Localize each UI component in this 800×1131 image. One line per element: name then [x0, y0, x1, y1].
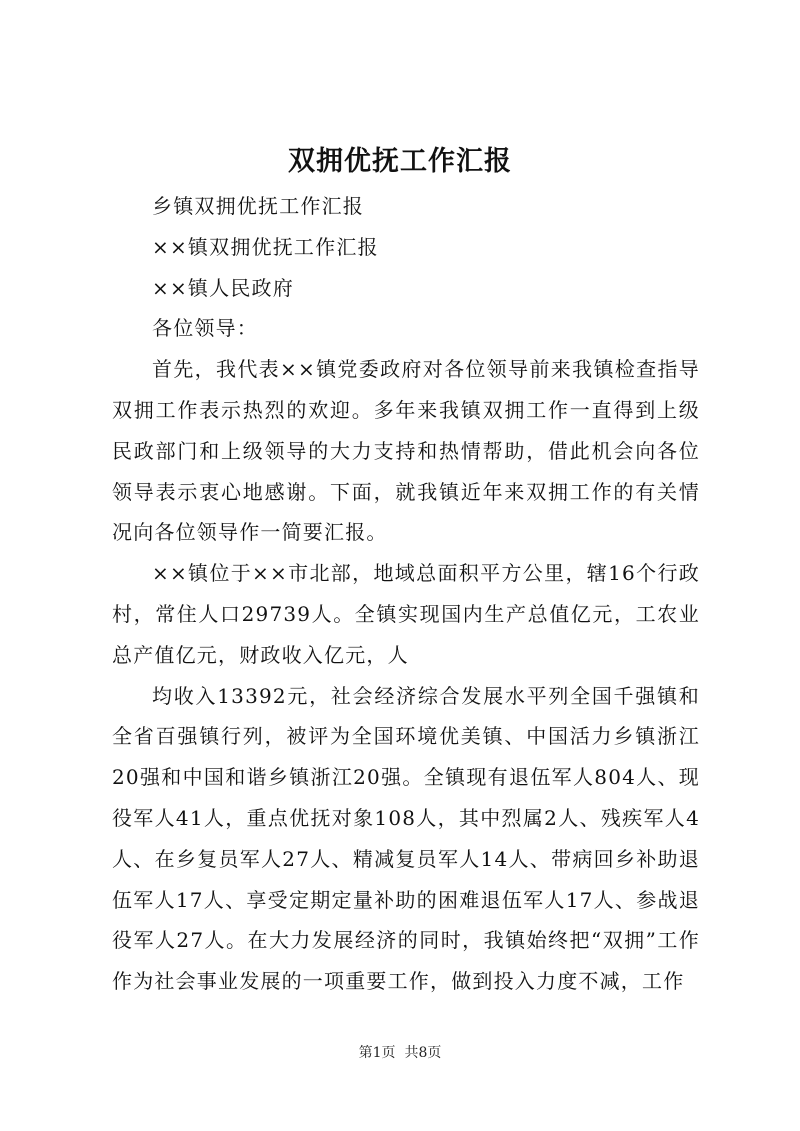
- page-footer: [0, 1043, 800, 1063]
- document-title: 双拥优抚工作汇报: [288, 146, 512, 177]
- page-total: 共8页: [404, 1045, 442, 1061]
- paragraph-salutation: 各位领导：: [152, 316, 258, 341]
- paragraph-heading: ××镇双拥优抚工作汇报: [152, 234, 379, 259]
- paragraph-statistics: 均收入13392元，社会经济综合发展水平列全国千强镇和全省百强镇行列，被评为全国环境优美镇、中国活力乡镇浙江20强和中国和谐乡镇浙江20强。全镇现有退伍军人804人、现役军人41人，重点优抚对象108人，其中烈属2人、残疾军人4人、在乡复员军人27人、精减复员军人14人、带病回乡补助退伍军人17人、享受定期定量补助的困难退伍军人17人、参战退役军人27人。在大力发展经济的同时，我镇始终把“双拥”工作作为社会事业发展的一项重要工作，做到投入力度不减，工作: [112, 683, 700, 994]
- paragraph-overview: ××镇位于××市北部，地域总面积平方公里，辖16个行政村，常住人口29739人。全镇实现国内生产总值亿元，工农业总产值亿元，财政收入亿元，人: [112, 561, 700, 667]
- paragraph-subtitle: 乡镇双拥优抚工作汇报: [152, 194, 364, 218]
- page-number: 第1页: [358, 1045, 396, 1061]
- paragraph-intro: 首先，我代表××镇党委政府对各位领导前来我镇检查指导双拥工作表示热烈的欢迎。多年来我镇双拥工作一直得到上级民政部门和上级领导的大力支持和热情帮助，借此机会向各位领导表示衷心地感谢。下面，就我镇近年来双拥工作的有关情况向各位领导作一简要汇报。: [112, 357, 700, 545]
- document-body: [112, 186, 700, 1002]
- paragraph-issuer: ××镇人民政府: [152, 275, 294, 300]
